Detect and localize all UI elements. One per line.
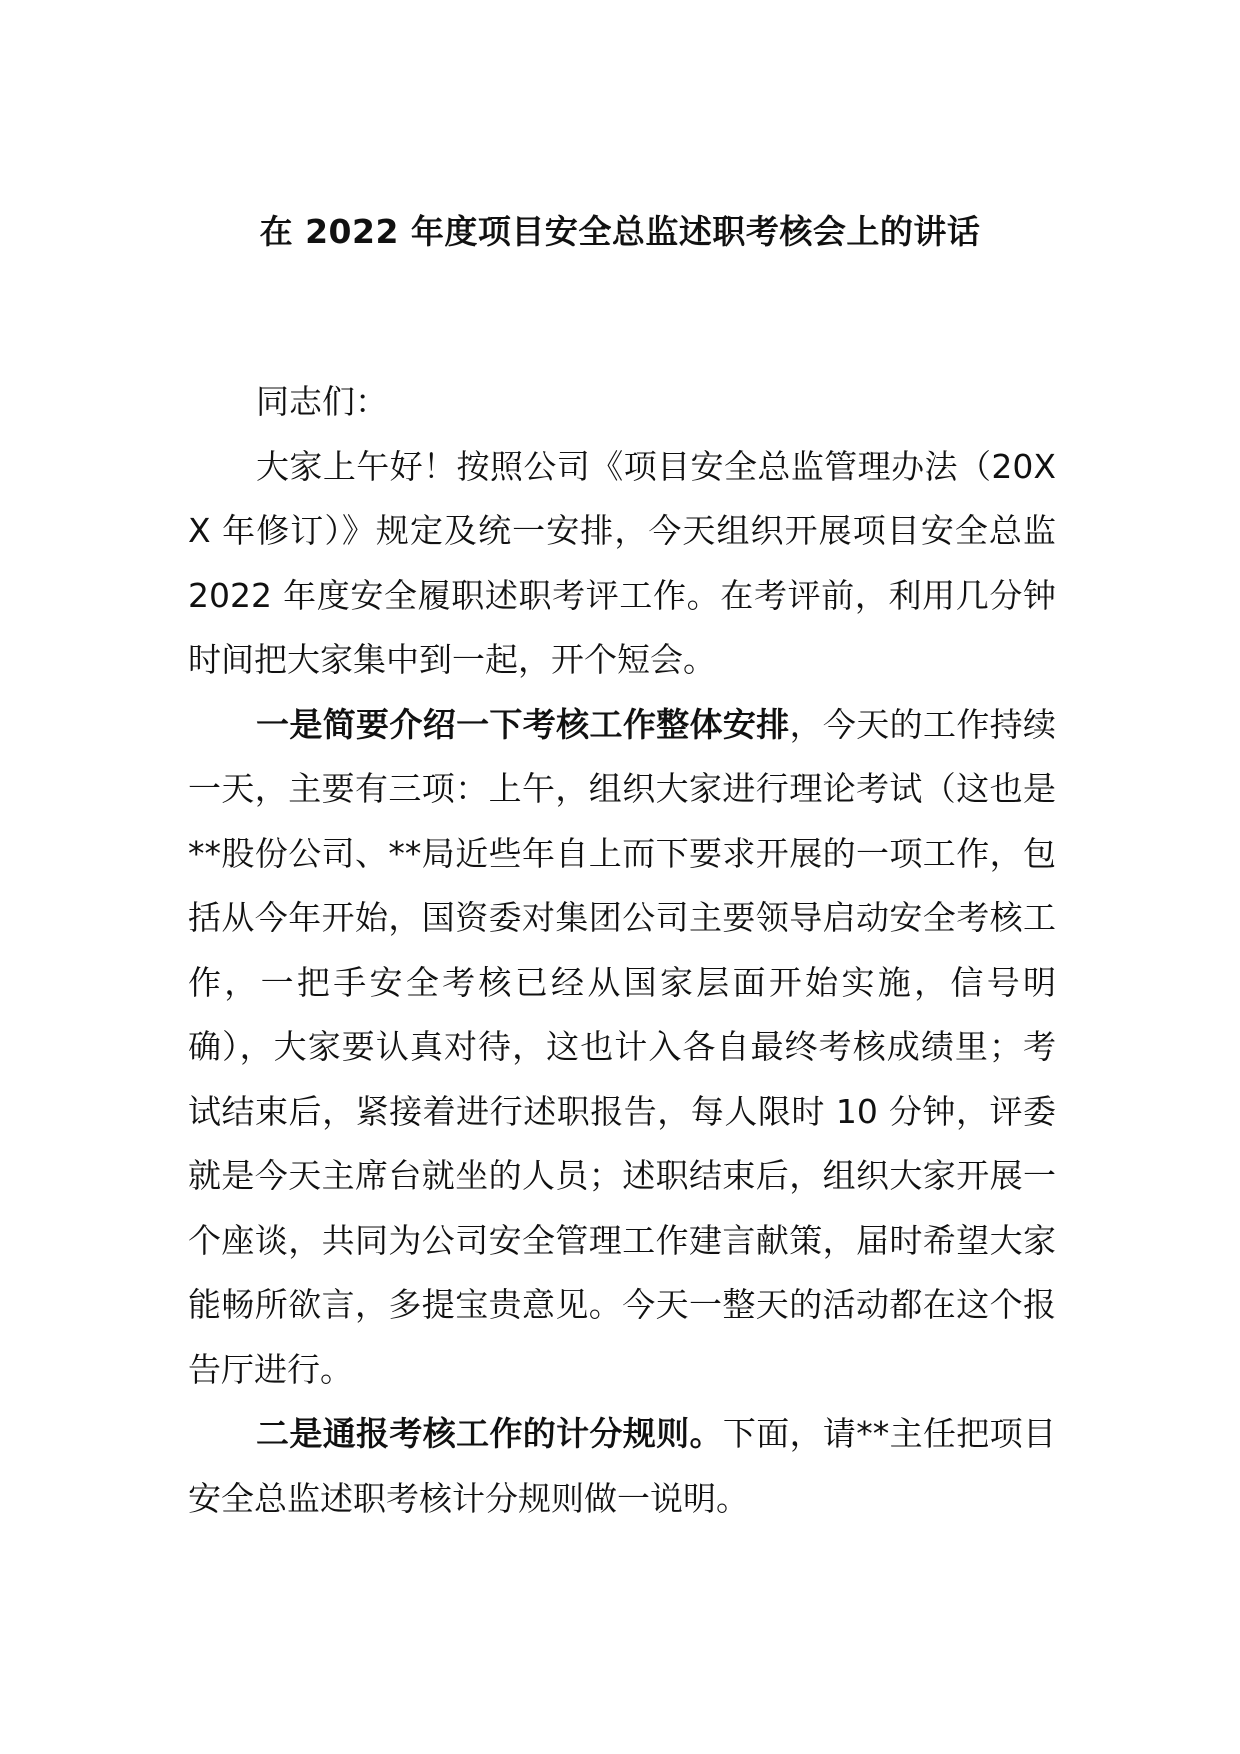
paragraph-2-text: ，今天的工作持续一天，主要有三项：上午，组织大家进行理论考试（这也是**股份公司、**局近些年自上而下要求开展的一项工作，包括从今年开始，国资委对集团公司主要领导启动安全考核工作，一把手安全考核已经从国家层面开始实施，信号明确），大家要认真对待，这也计入各自最终考核成绩里；考试结束后，紧接着进行述职报告，每人限时 10 分钟，评委就是今天主席台就坐的人员；述职结束后，组织大家开展一个座谈，共同为公司安全管理工作建言献策，届时希望大家能畅所欲言，多提宝贵意见。今天一整天的活动都在这个报告厅进行。 bbox=[188, 704, 1057, 1389]
paragraph-3 bbox=[188, 1402, 1056, 1531]
paragraph-3-text: 下面，请**主任把项目安全总监述职考核计分规则做一说明。 bbox=[188, 1414, 1057, 1518]
paragraph-1 bbox=[188, 435, 1056, 693]
paragraph-2 bbox=[188, 693, 1056, 1403]
paragraph-2-lead: 一是简要介绍一下考核工作整体安排 bbox=[256, 704, 790, 744]
salutation: 同志们： bbox=[256, 382, 388, 421]
paragraph-1-text: 大家上午好！按照公司《项目安全总监管理办法（20XX 年修订）》规定及统一安排，今天组织开展项目安全总监 2022 年度安全履职述职考评工作。在考评前，利用几分钟时间把大家集中到一起，开个短会。 bbox=[188, 446, 1056, 679]
document-body bbox=[188, 370, 1056, 1531]
document-title: 在 2022 年度项目安全总监述职考核会上的讲话 bbox=[259, 212, 981, 251]
paragraph-3-lead: 二是通报考核工作的计分规则。 bbox=[256, 1414, 723, 1453]
